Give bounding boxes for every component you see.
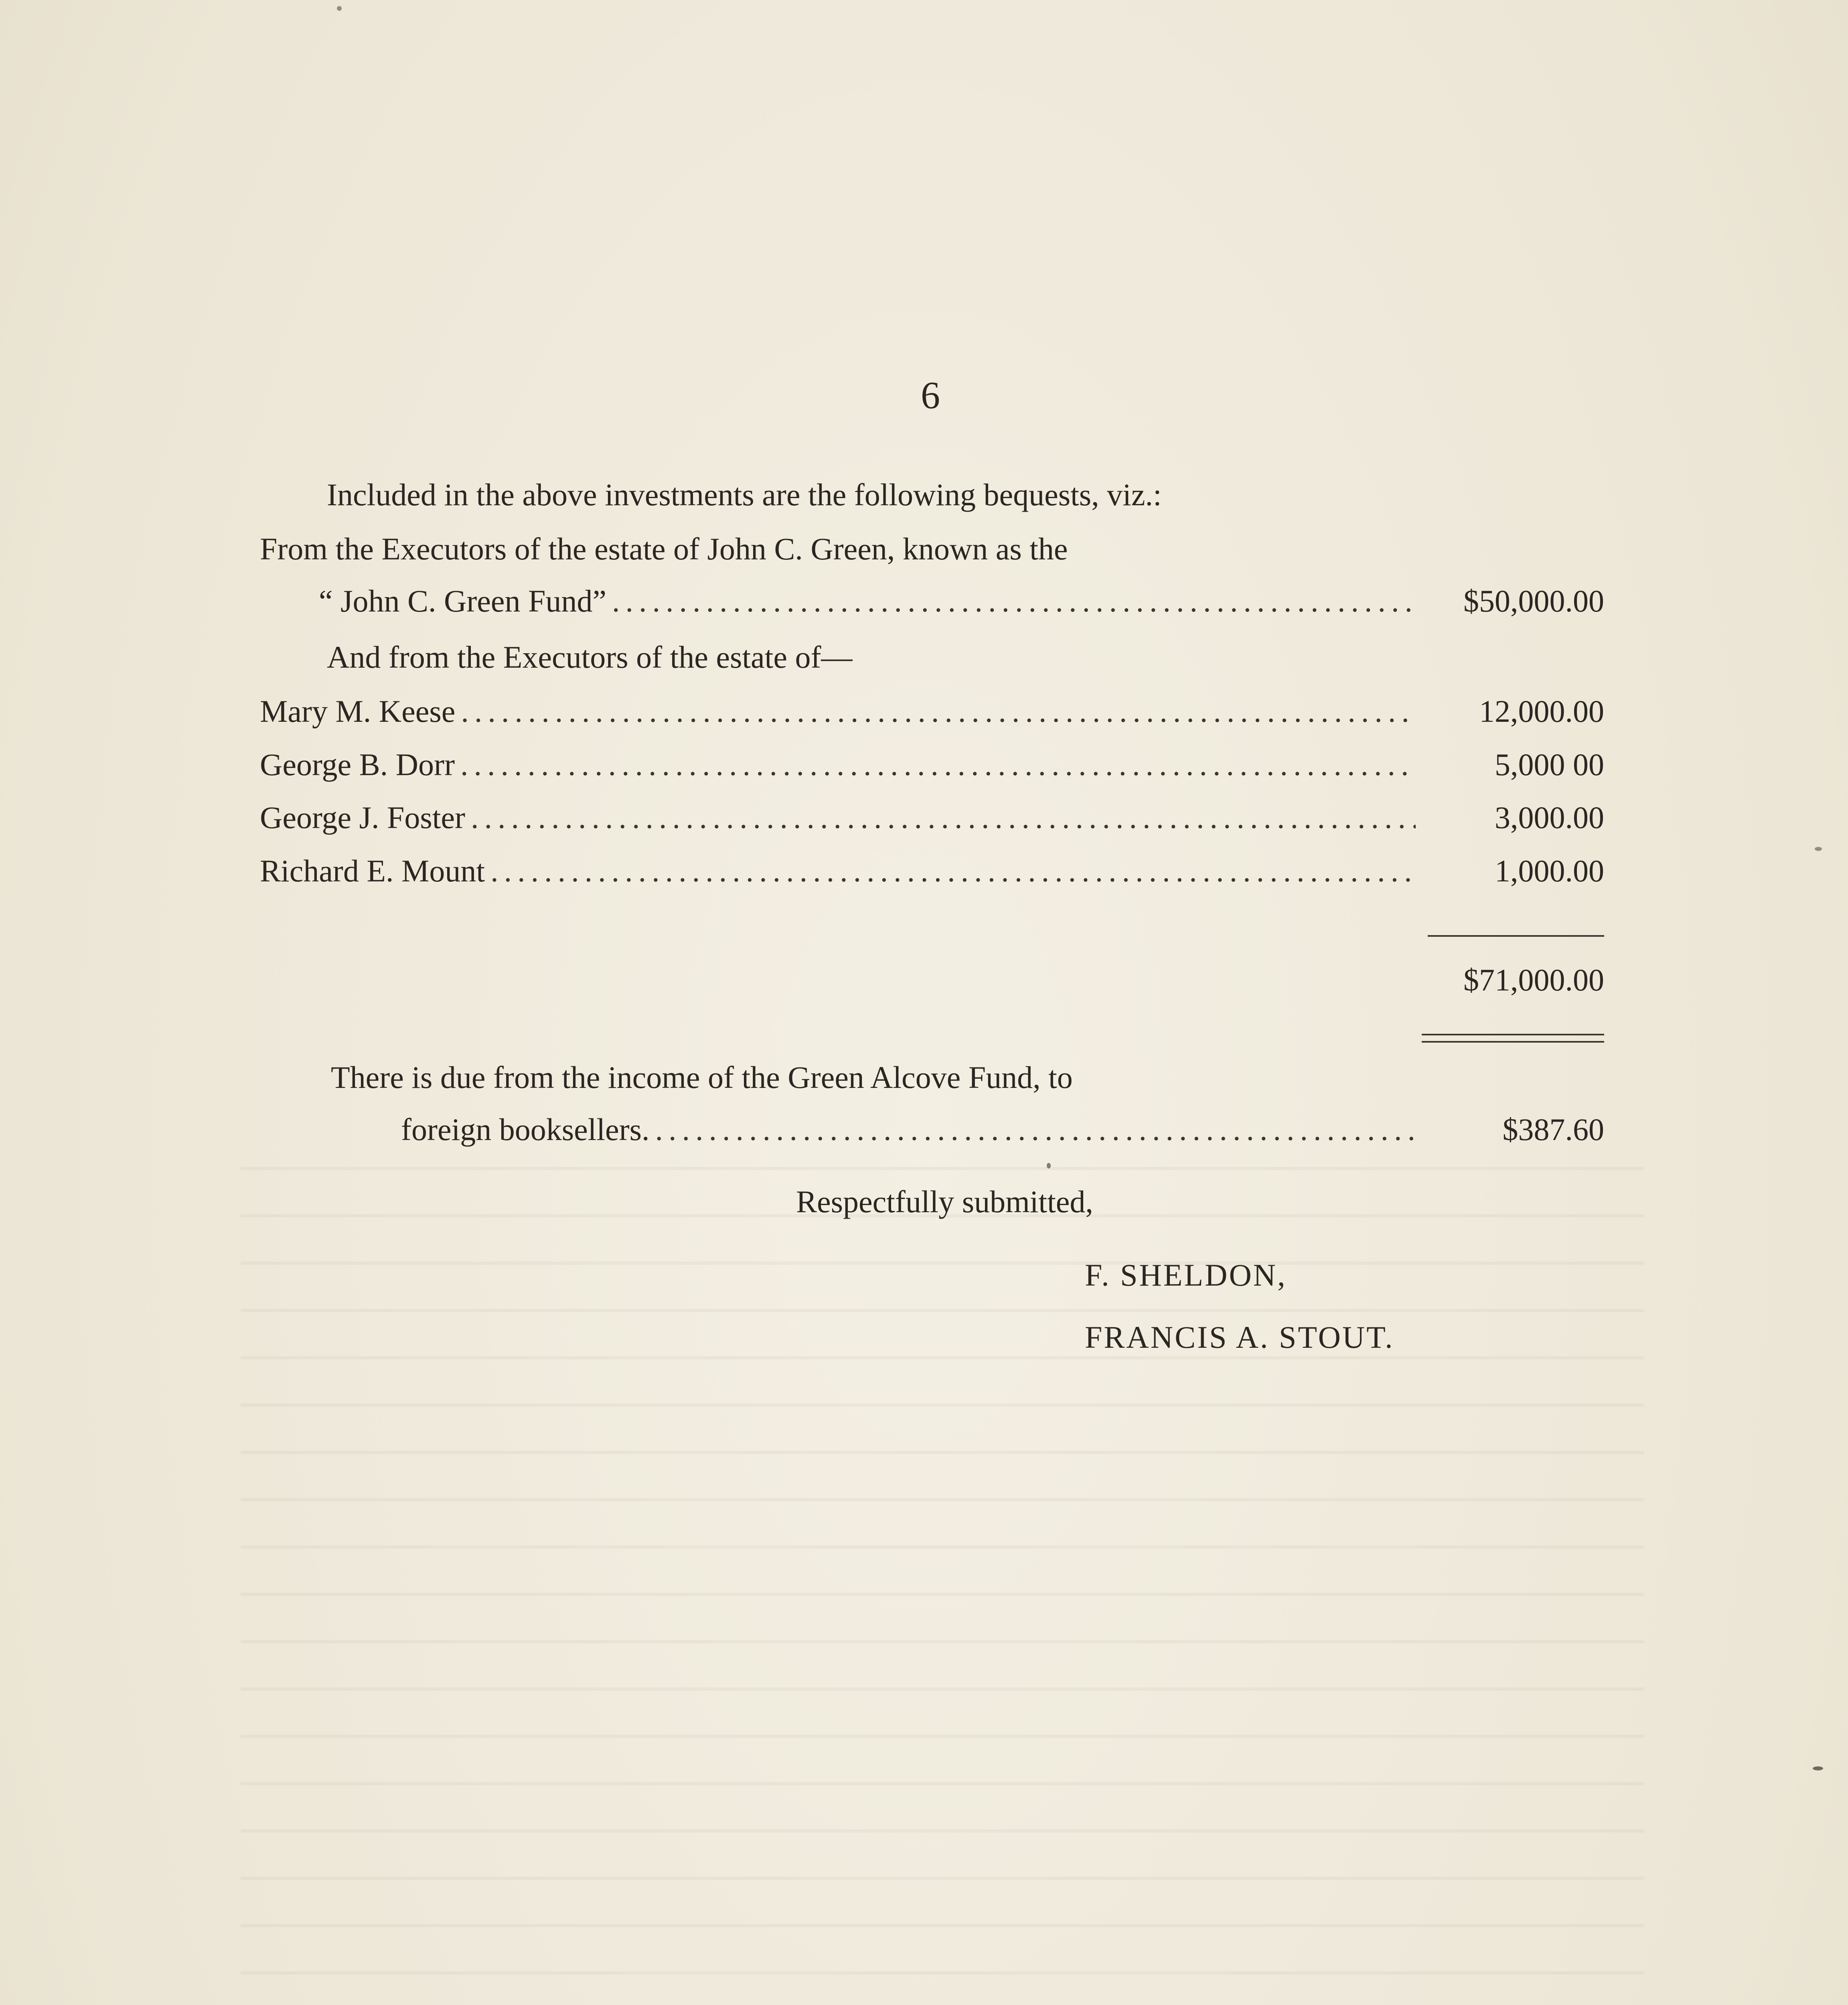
bequest-row xyxy=(260,696,1604,732)
bequest-name: George B. Dorr xyxy=(260,747,455,782)
ink-speck xyxy=(1813,1766,1823,1770)
due-label: foreign booksellers. xyxy=(401,1112,650,1147)
closing-line: Respectfully submitted, xyxy=(796,1184,1093,1219)
dot-leader xyxy=(471,802,1416,833)
dot-leader xyxy=(490,855,1416,887)
bequest-amount: 1,000.00 xyxy=(1495,853,1604,888)
sum-rule xyxy=(1428,935,1604,937)
ink-speck xyxy=(1815,847,1822,851)
ink-speck xyxy=(1047,1163,1051,1169)
bequest-name: George J. Foster xyxy=(260,800,465,835)
bequest-row xyxy=(260,855,1604,891)
double-rule-top xyxy=(1422,1034,1604,1035)
signatory: F. SHELDON, xyxy=(1085,1258,1287,1292)
bequest-name: Richard E. Mount xyxy=(260,853,485,888)
dot-leader xyxy=(655,1114,1416,1145)
due-row xyxy=(401,1114,1604,1150)
bequest-row xyxy=(260,802,1604,838)
bequest-amount: 12,000.00 xyxy=(1479,694,1604,729)
green-fund-row xyxy=(319,585,1604,622)
ink-speck xyxy=(337,6,342,11)
due-line: There is due from the income of the Green Alcove Fund, to xyxy=(331,1060,1073,1095)
dot-leader xyxy=(461,696,1416,727)
estate-line: And from the Executors of the estate of— xyxy=(327,640,853,674)
total-amount: $71,000.00 xyxy=(1463,962,1604,997)
green-fund-amount: $50,000.00 xyxy=(1463,583,1604,618)
show-through-shadow xyxy=(241,1123,1644,2005)
green-estate-line: From the Executors of the estate of John C. Green, known as the xyxy=(260,531,1068,566)
intro-line: Included in the above investments are the following bequests, viz.: xyxy=(327,477,1162,512)
signatory: FRANCIS A. STOUT. xyxy=(1085,1320,1394,1355)
green-fund-label: “ John C. Green Fund” xyxy=(319,583,607,618)
due-amount: $387.60 xyxy=(1502,1112,1604,1147)
bequest-amount: 5,000 00 xyxy=(1495,747,1604,782)
double-rule-bottom xyxy=(1422,1041,1604,1043)
bequest-row xyxy=(260,749,1604,785)
dot-leader xyxy=(612,585,1416,617)
bequest-name: Mary M. Keese xyxy=(260,694,456,729)
dot-leader xyxy=(460,749,1416,780)
bequest-amount: 3,000.00 xyxy=(1495,800,1604,835)
page-number: 6 xyxy=(921,374,940,417)
